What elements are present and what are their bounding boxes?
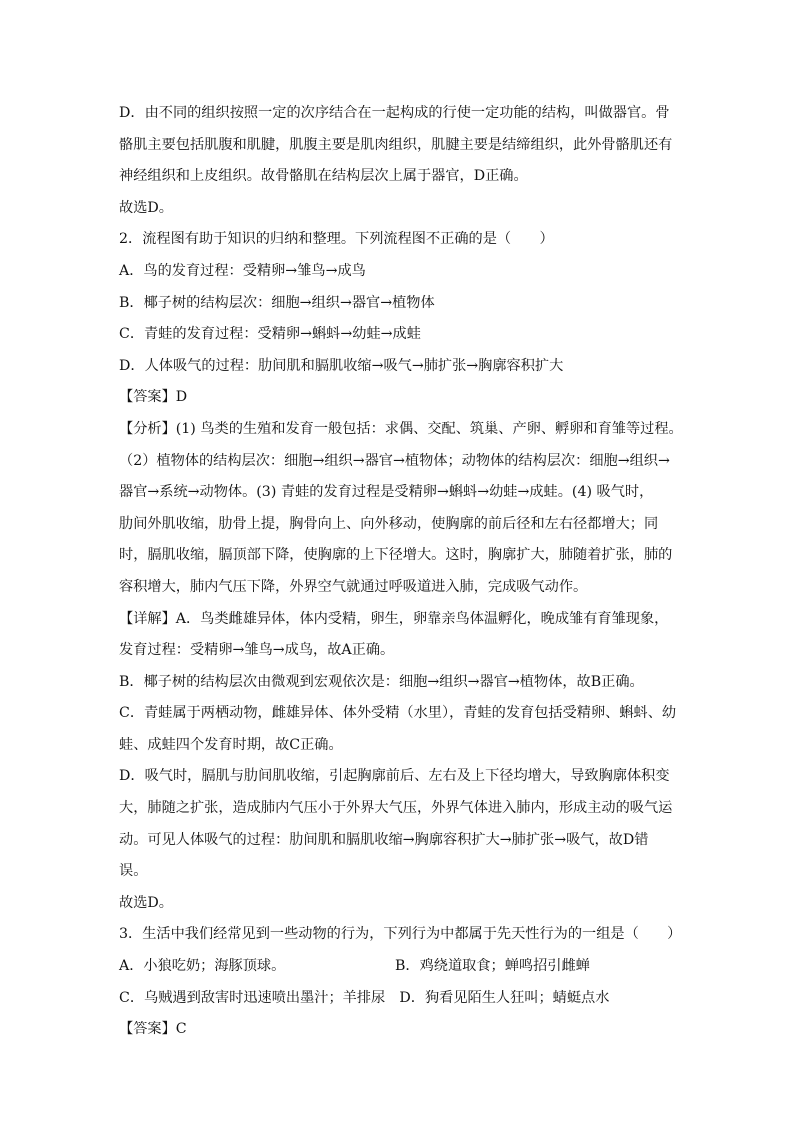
detail-line: 误。: [119, 863, 148, 880]
detail-line: B．椰子树的结构层次由微观到宏观依次是：细胞→组织→器官→植物体，故B正确。: [119, 673, 644, 690]
detail-line: D．吸气时，膈肌与肋间肌收缩，引起胸廓前后、左右及上下径均增大，导致胸廓体积变: [119, 768, 670, 785]
option-c: C．青蛙的发育过程：受精卵→蝌蚪→幼蛙→成蛙: [119, 326, 421, 343]
analysis-line: 器官→系统→动物体。(3) 青蛙的发育过程是受精卵→蝌蚪→幼蛙→成蛙。(4) 吸气时，: [119, 484, 654, 501]
detail-line: 发育过程：受精卵→雏鸟→成鸟，故A正确。: [119, 642, 395, 659]
answer-line: 【答案】C: [119, 1021, 187, 1038]
text-line: D．由不同的组织按照一定的次序结合在一起构成的行使一定功能的结构，叫做器官。骨: [119, 105, 670, 121]
question-3-stem: 3．生活中我们经常见到一些动物的行为，下列行为中都属于先天性行为的一组是（ ）: [119, 926, 682, 943]
analysis-line: 时，膈肌收缩，膈顶部下降，使胸廓的上下径增大。这时，胸廓扩大，肺随着扩张，肺的: [119, 547, 673, 564]
analysis-line: 肋间外肌收缩，肋骨上提，胸骨向上、向外移动，使胸廓的前后径和左右径都增大；同: [119, 515, 659, 532]
analysis-line: （2）植物体的结构层次：细胞→组织→器官→植物体；动物体的结构层次：细胞→组织→: [119, 452, 670, 469]
detail-line: 动。可见人体吸气的过程：肋间肌和膈肌收缩→胸廓容积扩大→肺扩张→吸气，故D错: [119, 831, 649, 848]
option-b: B．鸡绕道取食；蝉鸣招引雌蝉: [395, 958, 590, 975]
analysis-line: 容积增大，肺内气压下降，外界空气就通过呼吸道进入肺，完成吸气动作。: [119, 578, 588, 595]
text-line: 故选D。: [119, 894, 173, 911]
detail-line: 【详解】A．鸟类雌雄异体，体内受精，卵生，卵靠亲鸟体温孵化，晚成雏有育雏现象，: [119, 610, 669, 627]
option-a: A．小狼吃奶；海豚顶球。: [119, 958, 286, 975]
text-line: 故选D。: [119, 199, 173, 216]
detail-line: 蛙、成蛙四个发育时期，故C正确。: [119, 736, 343, 753]
option-b: B．椰子树的结构层次：细胞→组织→器官→植物体: [119, 294, 435, 311]
question-2-stem: 2．流程图有助于知识的归纳和整理。下列流程图不正确的是（ ）: [119, 231, 554, 248]
analysis-line: 【分析】(1) 鸟类的生殖和发育一般包括：求偶、交配、筑巢、产卵、孵卵和育雏等过程。: [119, 420, 683, 437]
options-row: [119, 951, 679, 983]
text-line: 神经组织和上皮组织。故骨骼肌在结构层次上属于器官，D正确。: [119, 168, 528, 185]
detail-line: C．青蛙属于两栖动物，雌雄异体、体外受精（水里），青蛙的发育包括受精卵、蝌蚪、幼: [119, 705, 677, 722]
document-page: [119, 98, 683, 1046]
options-row: C．乌贼遇到敌害时迅速喷出墨汁；羊排尿 D．狗看见陌生人狂叫；蜻蜓点水: [119, 989, 610, 1006]
detail-line: 大，肺随之扩张，造成肺内气压小于外界大气压，外界气体进入肺内，形成主动的吸气运: [119, 800, 673, 817]
answer-line: 【答案】D: [119, 389, 188, 406]
option-a: A．鸟的发育过程：受精卵→雏鸟→成鸟: [119, 262, 366, 279]
option-d: D．人体吸气的过程：肋间肌和膈肌收缩→吸气→肺扩张→胸廓容积扩大: [119, 357, 564, 374]
text-line: 骼肌主要包括肌腹和肌腱，肌腹主要是肌肉组织，肌腱主要是结缔组织，此外骨骼肌还有: [119, 136, 673, 153]
